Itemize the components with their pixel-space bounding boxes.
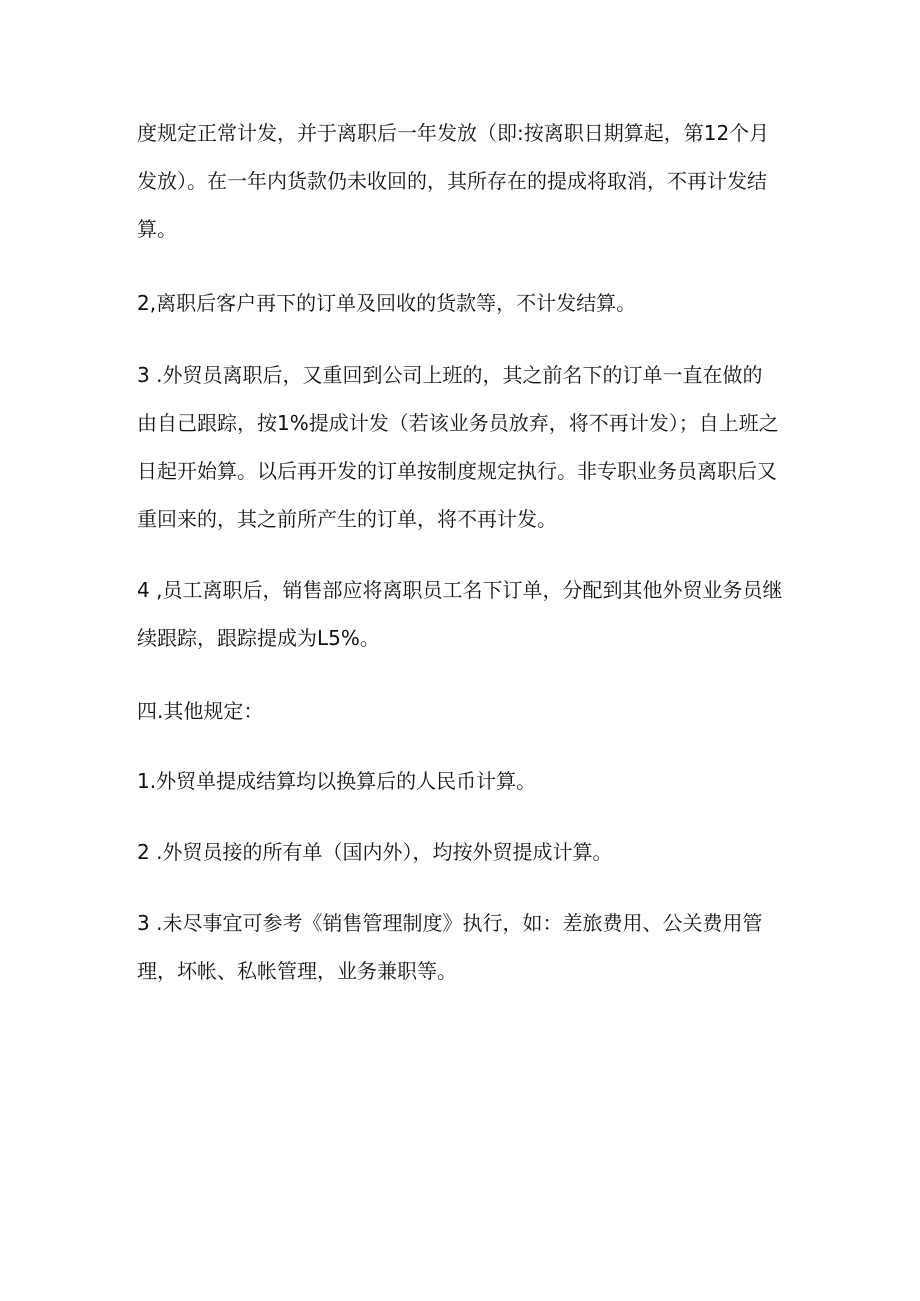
paragraph-item-3-rehired-staff	[137, 351, 797, 543]
text-line: 2,离职后客户再下的订单及回收的货款等，不计发结算。	[137, 291, 637, 315]
text-line: 4 ,员工离职后，销售部应将离职员工名下订单，分配到其他外贸业务员继	[137, 578, 783, 602]
text-line: 日起开始算。以后再开发的订单按制度规定执行。非专职业务员离职后又	[137, 459, 777, 483]
text-line: 发放）。在一年内货款仍未收回的，其所存在的提成将取消，不再计发结	[137, 169, 767, 193]
text-line: 1.外贸单提成结算均以换算后的人民币计算。	[137, 769, 537, 793]
paragraph-item-4-order-reassignment	[137, 566, 797, 662]
text-line: 3 .外贸员离职后，又重回到公司上班的，其之前名下的订单一直在做的	[137, 363, 763, 387]
paragraph-rule-3-other-matters	[137, 899, 797, 995]
text-line: 2 .外贸员接的所有单（国内外），均按外贸提成计算。	[137, 840, 613, 864]
section-heading-other-rules	[137, 687, 797, 735]
text-line: 续跟踪，跟踪提成为L5%。	[137, 626, 380, 650]
text-line: 度规定正常计发，并于离职后一年发放（即:按离职日期算起，第12个月	[137, 121, 770, 145]
text-line: 3 .未尽事宜可参考《销售管理制度》执行，如：差旅费用、公关费用管	[137, 911, 763, 935]
text-line: 由自己跟踪，按1%提成计发（若该业务员放弃，将不再计发）；自上班之	[137, 411, 779, 435]
paragraph-rule-2-all-orders	[137, 828, 797, 876]
paragraph-item-2-orders-after-resignation	[137, 279, 797, 327]
text-line: 四.其他规定：	[137, 699, 264, 723]
text-line: 算。	[137, 217, 177, 241]
text-line: 重回来的，其之前所产生的订单，将不再计发。	[137, 507, 557, 531]
paragraph-rule-1-rmb-settlement	[137, 757, 797, 805]
text-line: 理，坏帐、私帐管理，业务兼职等。	[137, 959, 457, 983]
paragraph-commission-after-resignation	[137, 109, 797, 253]
